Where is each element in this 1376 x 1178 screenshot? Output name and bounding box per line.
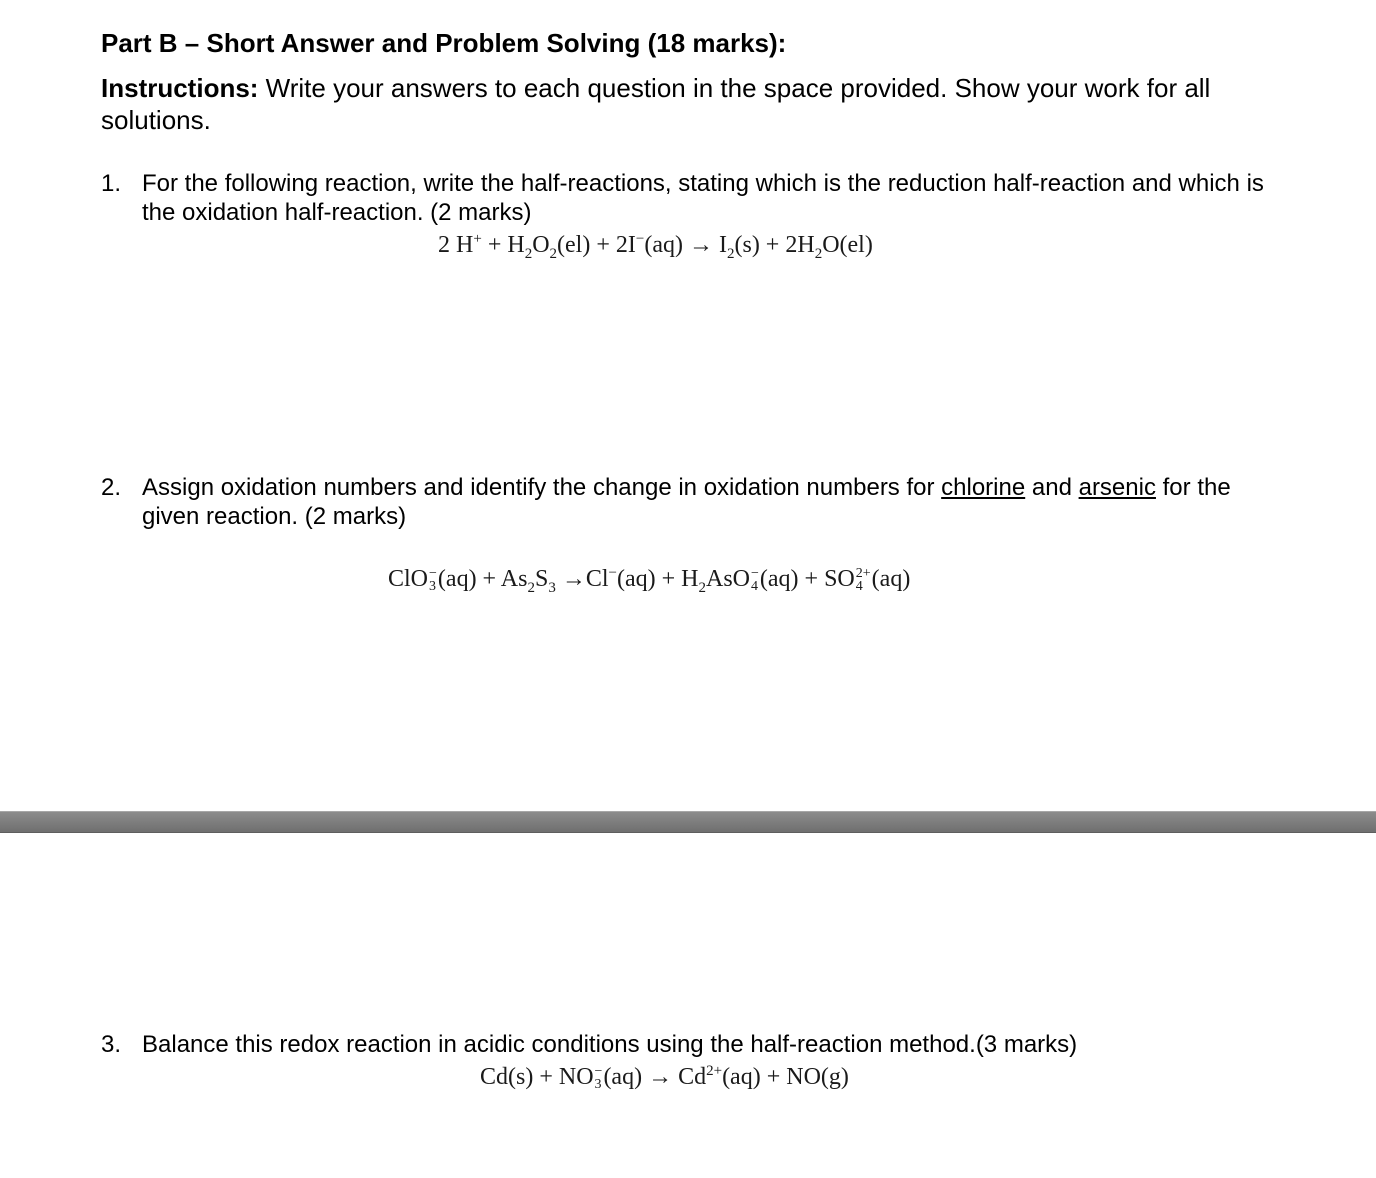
- question-text: Assign oxidation numbers and identify the change in oxidation numbers for chlorine and arsenic for the given reaction. (2 marks): [142, 474, 1231, 530]
- question-3: [101, 1030, 1271, 1059]
- instructions-text: Write your answers to each question in the space provided. Show your work for all solutions.: [101, 73, 1211, 135]
- question-text: For the following reaction, write the half-reactions, stating which is the reduction half-reaction and which is the oxidation half-reaction. (2 marks): [142, 170, 1264, 226]
- subsup: − 4: [751, 566, 759, 595]
- instructions: [101, 72, 1271, 136]
- chlorine-underlined: chlorine: [941, 474, 1026, 501]
- equation-2: ClO − 3 $(aq) + As_2S_3 \to Cl^-(aq) + H_2AsO$ − 4 (aq) + SO 2+ 4 (aq): [388, 565, 911, 596]
- question-1: [101, 169, 1271, 227]
- question-text: Balance this redox reaction in acidic conditions using the half-reaction method.(3 marks): [142, 1031, 1078, 1058]
- section-heading: Part B – Short Answer and Problem Solving (18 marks):: [101, 28, 787, 58]
- question-number: 2.: [101, 474, 122, 501]
- subsup: 2+ 4: [855, 566, 871, 595]
- question-number: 3.: [101, 1031, 122, 1058]
- page-divider: [0, 811, 1376, 833]
- question-number: 1.: [101, 170, 122, 197]
- arsenic-underlined: arsenic: [1078, 474, 1156, 501]
- equation-1: 2 $H^+ + H_2O_2(el) + 2I^-(aq) \to I_2(s) + 2H_2O(el)$: [438, 231, 873, 262]
- equation-3: Cd(s) + NO − 3 $(aq) \to Cd^{2+}(aq) + NO(g)$: [480, 1063, 849, 1093]
- subsup: − 3: [429, 566, 437, 595]
- instructions-label: Instructions:: [101, 73, 259, 103]
- subsup: − 3: [594, 1064, 603, 1093]
- question-2: [101, 473, 1271, 531]
